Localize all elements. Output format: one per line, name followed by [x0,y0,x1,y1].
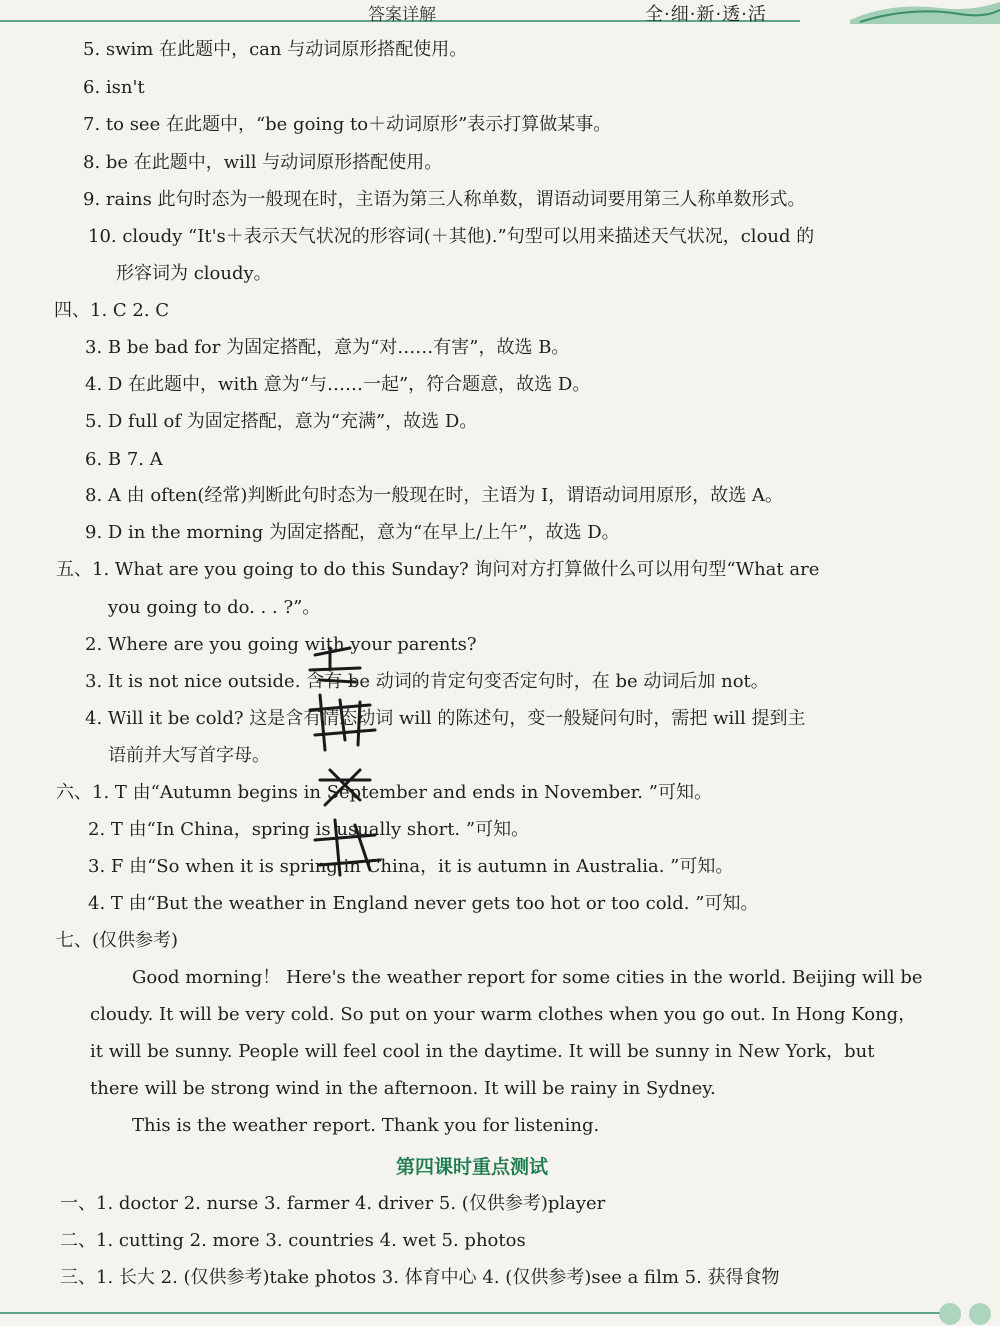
answer-line: 3. B be bad for 为固定搭配，意为“对……有害”，故选 B。 [85,337,570,358]
answer-line: 5. D full of 为固定搭配，意为“充满”，故选 D。 [85,411,478,432]
answer-line: you going to do. . . ?”。 [108,597,321,618]
section-title: 第四课时重点测试 [396,1156,549,1178]
essay-line: This is the weather report. Thank you for listening. [132,1115,600,1136]
answer-line: 7. to see 在此题中，“be going to＋动词原形”表示打算做某事。 [83,114,612,135]
answer-line: 3. F 由“So when it is spring in China，it is autumn in Australia. ”可知。 [88,856,734,877]
answer-line: 5. swim 在此题中，can 与动词原形搭配使用。 [83,39,468,60]
footer-watermark-icon [930,1300,1000,1326]
test-answer-line: 三、1. 长大 2. (仅供参考)take photos 3. 体育中心 4. (仅供参考)see a film 5. 获得食物 [60,1267,780,1288]
test-answer-line: 二、1. cutting 2. more 3. countries 4. wet 5. photos [60,1230,526,1251]
header-leaf-decoration-icon [850,0,1000,24]
footer-rule [0,1312,940,1314]
answer-line: 2. T 由“In China，spring is usually short. ”可知。 [88,819,530,840]
answer-line: 8. be 在此题中，will 与动词原形搭配使用。 [83,152,443,173]
section-heading-6: 六、1. T 由“Autumn begins in September and ends in November. ”可知。 [56,782,712,803]
header-title: 答案详解 [368,5,436,25]
answer-line: 语前并大写首字母。 [108,745,270,766]
section-heading-7: 七、(仅供参考) [56,930,179,951]
answer-line: 9. D in the morning 为固定搭配，意为“在早上/上午”，故选 D。 [85,522,620,543]
test-answer-line: 一、1. doctor 2. nurse 3. farmer 4. driver 5. (仅供参考)player [60,1193,606,1214]
answer-line: 9. rains 此句时态为一般现在时，主语为第三人称单数，谓语动词要用第三人称单数形式。 [83,189,806,210]
answer-line: 4. Will it be cold? 这是含有情态动词 will 的陈述句，变一般疑问句时，需把 will 提到主 [85,708,806,729]
answer-line: 3. It is not nice outside. 含有 be 动词的肯定句变否定句时，在 be 动词后加 not。 [85,671,769,692]
answer-line: 4. T 由“But the weather in England never gets too hot or too cold. ”可知。 [88,893,759,914]
essay-line: it will be sunny. People will feel cool in the daytime. It will be sunny in New York，but [90,1041,875,1062]
answer-line: 2. Where are you going with your parents? [85,634,477,655]
answer-line: 形容词为 cloudy。 [116,263,272,284]
essay-line: Good morning！ Here's the weather report for some cities in the world. Beijing will be [132,967,923,988]
header-slogan: 全·细·新·透·活 [645,4,767,25]
answer-line: 8. A 由 often(经常)判断此句时态为一般现在时，主语为 I，谓语动词用原形，故选 A。 [85,485,783,506]
answer-line: 4. D 在此题中，with 意为“与……一起”，符合题意，故选 D。 [85,374,591,395]
answer-line: 10. cloudy “It's＋表示天气状况的形容词(＋其他).”句型可以用来描述天气状况，cloud 的 [88,226,815,247]
essay-line: cloudy. It will be very cold. So put on your warm clothes when you go out. In Hong Kong， [90,1004,917,1025]
answer-line: 6. B 7. A [85,449,163,470]
essay-line: there will be strong wind in the afternoon. It will be rainy in Sydney. [90,1078,716,1099]
section-heading-4: 四、1. C 2. C [54,300,170,321]
answer-line: 6. isn't [83,77,145,98]
page-header [0,0,1000,26]
section-heading-5: 五、1. What are you going to do this Sunday? 询问对方打算做什么可以用句型“What are [56,559,820,580]
